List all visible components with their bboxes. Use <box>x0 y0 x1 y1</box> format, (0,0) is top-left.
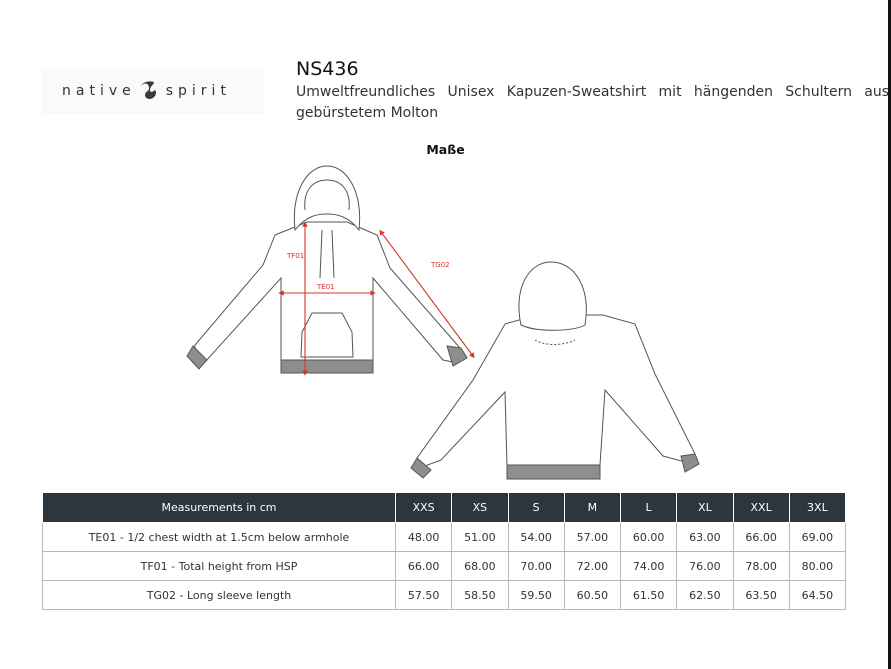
header-size: XXS <box>396 493 452 523</box>
row-label: TE01 - 1/2 chest width at 1.5cm below armhole <box>43 523 396 552</box>
table-cell: 66.00 <box>396 552 452 581</box>
table-cell: 57.00 <box>564 523 620 552</box>
size-chart-header-row <box>43 493 846 523</box>
brand-mark-icon <box>138 80 160 102</box>
table-cell: 59.50 <box>508 581 564 610</box>
header-size: XS <box>452 493 508 523</box>
table-cell: 58.50 <box>452 581 508 610</box>
table-row <box>43 552 846 581</box>
table-cell: 60.50 <box>564 581 620 610</box>
front-waist-rib <box>281 360 373 373</box>
tg02-label: TG02 <box>431 261 450 269</box>
table-cell: 70.00 <box>508 552 564 581</box>
hoodie-back-view <box>417 262 695 466</box>
table-cell: 57.50 <box>396 581 452 610</box>
header-size: XXL <box>733 493 789 523</box>
tf01-label: TF01 <box>287 252 305 260</box>
brand-name-right: spirit <box>165 83 231 99</box>
table-cell: 51.00 <box>452 523 508 552</box>
hoodie-front-view <box>193 166 460 362</box>
product-description: Umweltfreundliches Unisex Kapuzen-Sweatshirt mit hängenden Schultern aus gebürstetem Molton <box>296 84 889 121</box>
table-cell: 54.00 <box>508 523 564 552</box>
header-size: M <box>564 493 620 523</box>
table-cell: 64.50 <box>789 581 845 610</box>
front-right-cuff <box>447 346 467 366</box>
header-size: L <box>621 493 677 523</box>
table-cell: 76.00 <box>677 552 733 581</box>
back-right-cuff <box>681 454 699 472</box>
table-cell: 48.00 <box>396 523 452 552</box>
header-size: XL <box>677 493 733 523</box>
product-code: NS436 <box>296 58 359 80</box>
table-cell: 68.00 <box>452 552 508 581</box>
brand-logo <box>42 68 264 114</box>
table-cell: 78.00 <box>733 552 789 581</box>
row-label: TF01 - Total height from HSP <box>43 552 396 581</box>
hoodie-technical-drawing <box>185 160 705 485</box>
header-measurement: Measurements in cm <box>43 493 396 523</box>
table-cell: 61.50 <box>621 581 677 610</box>
back-waist-rib <box>507 465 600 479</box>
table-cell: 63.00 <box>677 523 733 552</box>
table-cell: 63.50 <box>733 581 789 610</box>
brand-name-left: native <box>62 83 136 99</box>
size-chart-table <box>42 492 846 610</box>
table-cell: 62.50 <box>677 581 733 610</box>
row-label: TG02 - Long sleeve length <box>43 581 396 610</box>
table-cell: 66.00 <box>733 523 789 552</box>
table-cell: 69.00 <box>789 523 845 552</box>
table-row <box>43 581 846 610</box>
table-cell: 74.00 <box>621 552 677 581</box>
measurements-title: Maße <box>426 142 465 157</box>
header-size: 3XL <box>789 493 845 523</box>
table-cell: 80.00 <box>789 552 845 581</box>
table-cell: 60.00 <box>621 523 677 552</box>
te01-label: TE01 <box>317 283 335 291</box>
header-size: S <box>508 493 564 523</box>
table-row <box>43 523 846 552</box>
table-cell: 72.00 <box>564 552 620 581</box>
